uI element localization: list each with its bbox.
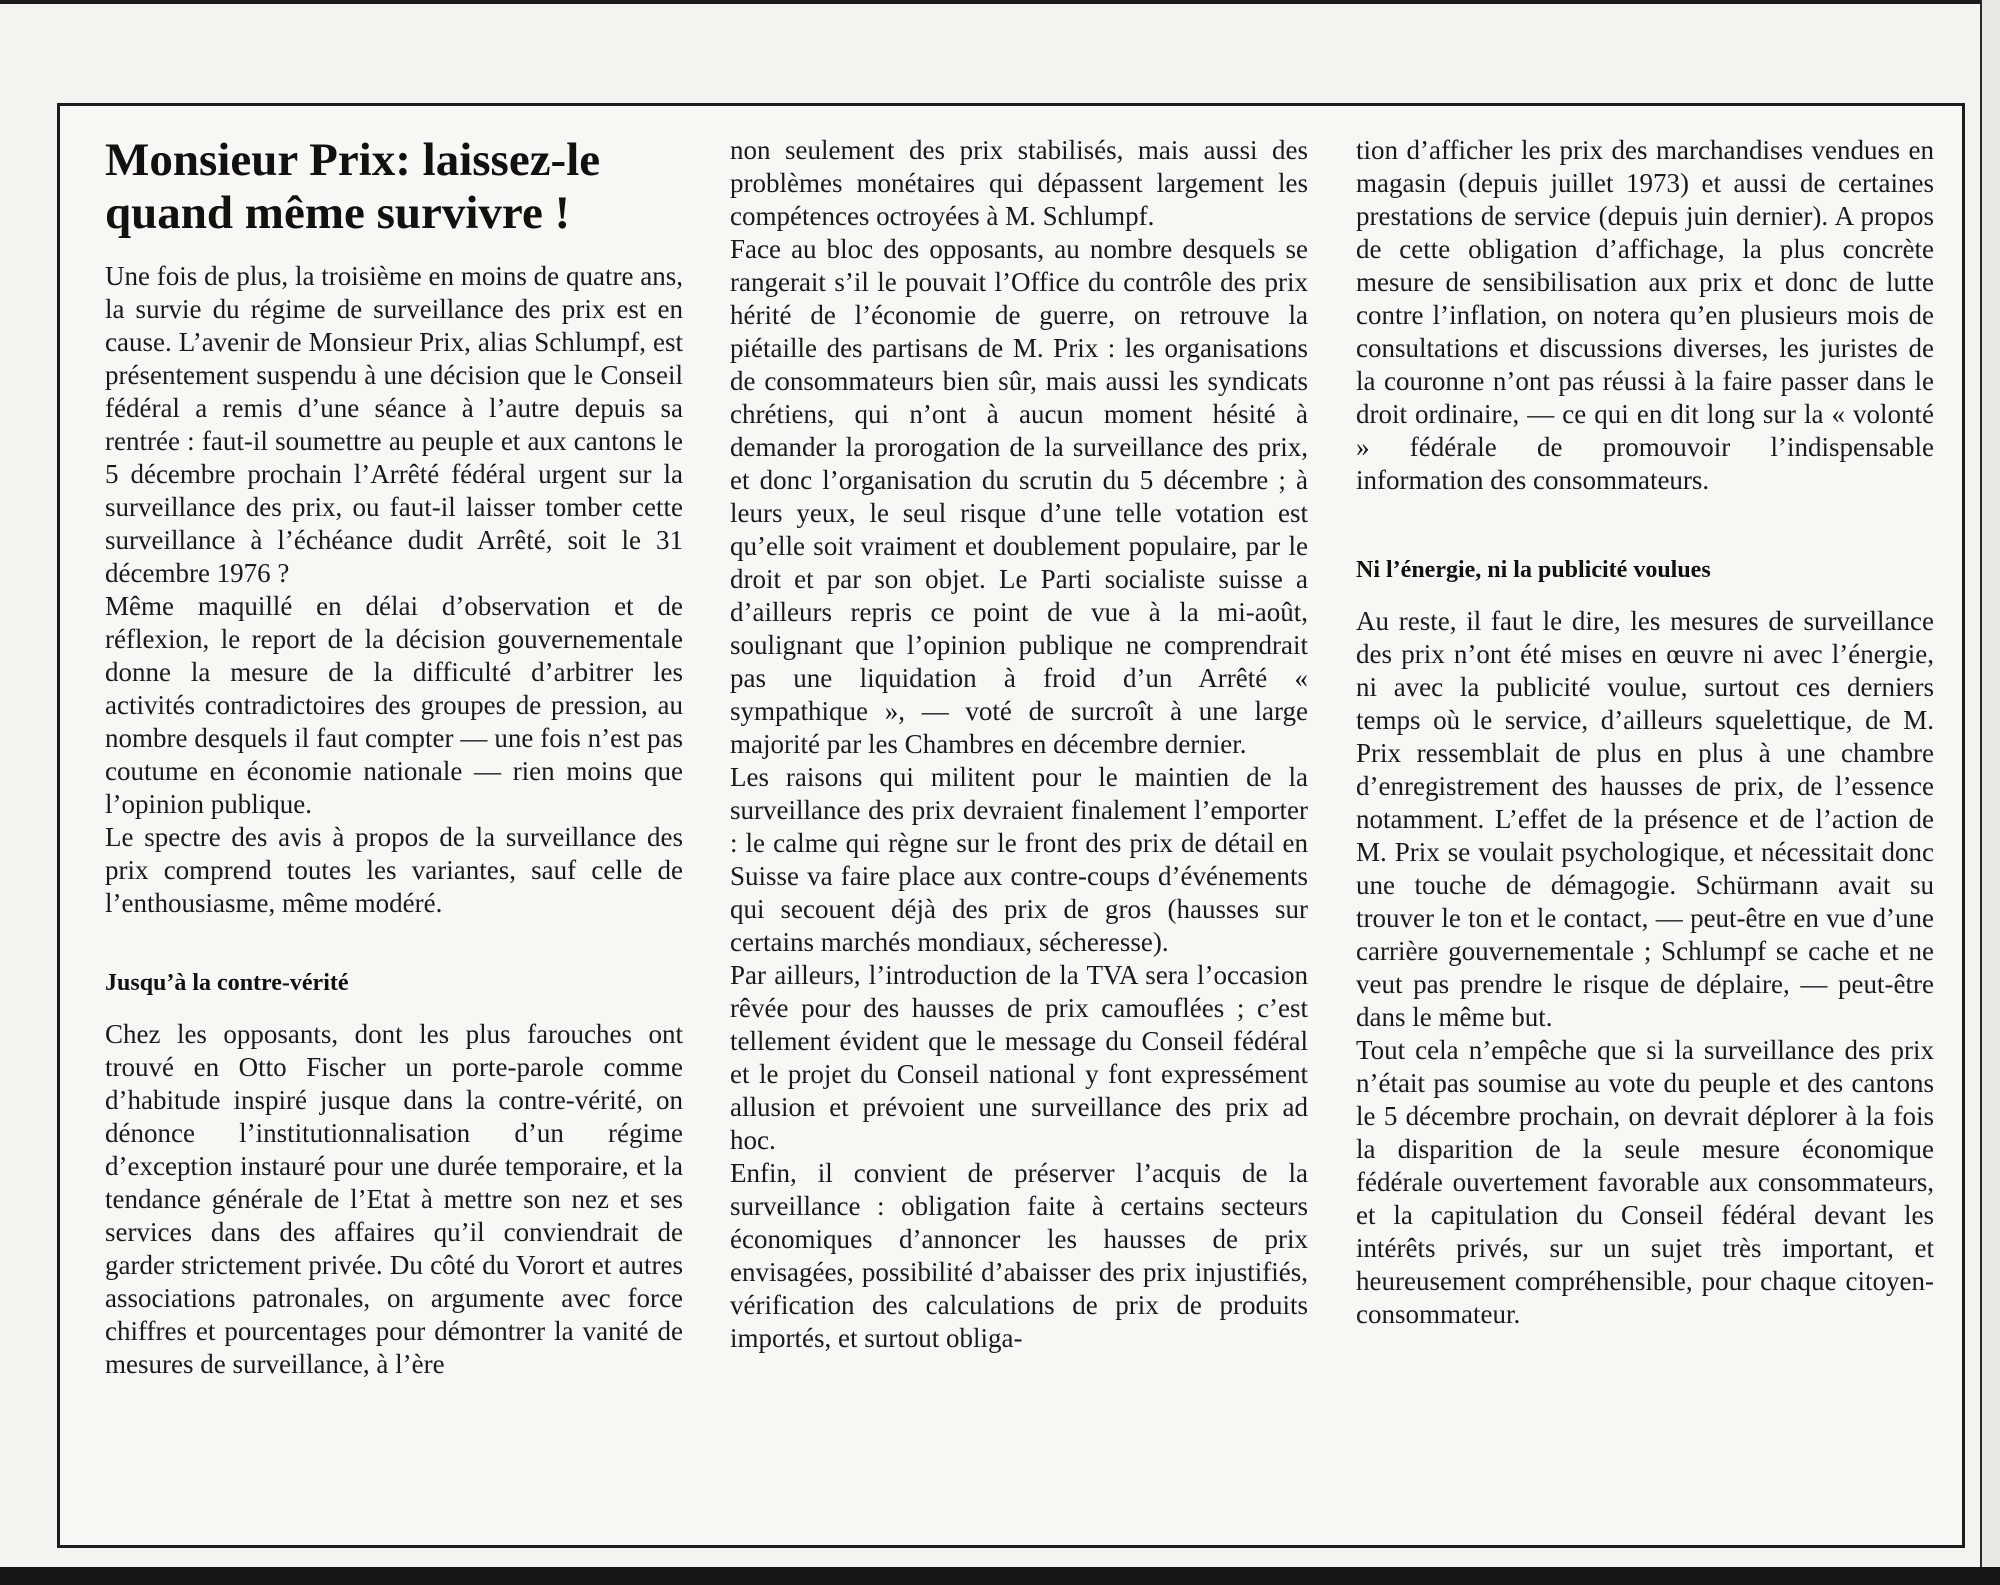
paragraph: non seulement des prix stabilisés, mais aussi des problèmes monétaires qui dépassent largement les compétences octroyées à M. Schlumpf. xyxy=(730,135,1308,231)
article-frame xyxy=(57,103,1965,1548)
section-heading: Jusqu’à la contre-vérité xyxy=(105,970,349,996)
paragraph: Une fois de plus, la troisième en moins de quatre ans, la survie du régime de surveillance des prix est en cause. L’avenir de Monsieur Prix, alias Schlumpf, est présentement suspendu à une décision que le Conseil fédéral a remis d’une séance à l’autre depuis sa rentrée : faut-il soumettre au peuple et aux cantons le 5 décembre prochain l’Arrêté fédéral urgent sur la surveillance des prix, ou faut-il laisser tomber cette surveillance à l’échéance dudit Arrêté, soit le 31 décembre 1976 ? xyxy=(105,261,683,588)
page-edge xyxy=(1980,0,2000,1585)
article-title: Monsieur Prix: laissez-le quand même survivre ! xyxy=(105,134,601,239)
paragraph: Enfin, il convient de préserver l’acquis de la surveillance : obligation faite à certains secteurs économiques d’annoncer les hausses de prix envisagées, possibilité d’abaisser des prix injustifiés, vérification des calculations de prix de produits importés, et surtout obliga- xyxy=(730,1158,1308,1353)
bottom-band xyxy=(0,1567,2000,1585)
paragraph: tion d’afficher les prix des marchandises vendues en magasin (depuis juillet 1973) et aussi de certaines prestations de service (depuis juin dernier). A propos de cette obligation d’affichage, la plus concrète mesure de sensibilisation aux prix et donc de lutte contre l’inflation, on notera qu’en plusieurs mois de consultations et discussions diverses, les juristes de la couronne n’ont pas réussi à la faire passer dans le droit ordinaire, — ce qui en dit long sur la « volonté » fédérale de promouvoir l’indispensable information des consommateurs. xyxy=(1356,135,1934,495)
column-1 xyxy=(105,134,683,1524)
column-3 xyxy=(1356,134,1934,1524)
paragraph: Face au bloc des opposants, au nombre desquels se rangerait s’il le pouvait l’Office du contrôle des prix hérité de l’économie de guerre, on retrouve la piétaille des partisans de M. Prix : les organisations de consommateurs bien sûr, mais aussi les syndicats chrétiens, qui n’ont à aucun moment hésité à demander la prorogation de la surveillance des prix, et donc l’organisation du scrutin du 5 décembre ; à leurs yeux, le seul risque d’une telle votation est qu’elle soit vraiment et doublement populaire, par le droit et par son objet. Le Parti socialiste suisse a d’ailleurs repris ce point de vue à la mi-août, soulignant que l’opinion publique ne comprendrait pas une liquidation à froid d’un Arrêté « sympathique », — voté de surcroît à une large majorité par les Chambres en décembre dernier. xyxy=(730,234,1308,759)
paragraph: Chez les opposants, dont les plus farouches ont trouvé en Otto Fischer un porte-parole comme d’habitude inspiré jusque dans la contre-vérité, on dénonce l’institutionnalisation d’un régime d’exception instauré pour une durée temporaire, et la tendance générale de l’Etat à mettre son nez et ses services dans des affaires qu’il conviendrait de garder strictement privée. Du côté du Vorort et autres associations patronales, on argumente avec force chiffres et pourcentages pour démontrer la vanité de mesures de surveillance, à l’ère xyxy=(105,1019,683,1379)
paragraph: Les raisons qui militent pour le maintien de la surveillance des prix devraient finalement l’emporter : le calme qui règne sur le front des prix de détail en Suisse va faire place aux contre-coups d’événements qui secouent déjà des prix de gros (hausses sur certains marchés mondiaux, sécheresse). xyxy=(730,762,1308,957)
paragraph: Par ailleurs, l’introduction de la TVA sera l’occasion rêvée pour des hausses de prix camouflées ; c’est tellement évident que le message du Conseil fédéral et le projet du Conseil national y font expressément allusion et prévoient une surveillance des prix ad hoc. xyxy=(730,960,1308,1155)
top-rule xyxy=(0,0,2000,4)
section-heading: Ni l’énergie, ni la publicité voulues xyxy=(1356,557,1711,583)
paragraph: Même maquillé en délai d’observation et de réflexion, le report de la décision gouvernementale donne la mesure de la difficulté d’arbitrer les activités contradictoires des groupes de pression, au nombre desquels il faut compter — une fois n’est pas coutume en économie nationale — rien moins que l’opinion publique. xyxy=(105,591,683,819)
column-2 xyxy=(730,134,1308,1524)
paragraph: Le spectre des avis à propos de la surveillance des prix comprend toutes les variantes, sauf celle de l’enthousiasme, même modéré. xyxy=(105,822,683,918)
paragraph: Tout cela n’empêche que si la surveillance des prix n’était pas soumise au vote du peuple et des cantons le 5 décembre prochain, on devrait déplorer à la fois la disparition de la seule mesure économique fédérale ouvertement favorable aux consommateurs, et la capitulation du Conseil fédéral devant les intérêts privés, sur un sujet très important, et heureusement compréhensible, pour chaque citoyen-consommateur. xyxy=(1356,1035,1934,1329)
paragraph: Au reste, il faut le dire, les mesures de surveillance des prix n’ont été mises en œuvre ni avec l’énergie, ni avec la publicité voulue, surtout ces derniers temps où le service, d’ailleurs squelettique, de M. Prix ressemblait de plus en plus à une chambre d’enregistrement des hausses de prix, de l’essence notamment. L’effet de la présence et de l’action de M. Prix se voulait psychologique, et nécessitait donc une touche de démagogie. Schürmann avait su trouver le ton et le contact, — peut-être en vue d’une carrière gouvernementale ; Schlumpf se cache et ne veut pas prendre le risque de déplaire, — peut-être dans le même but. xyxy=(1356,606,1934,1032)
